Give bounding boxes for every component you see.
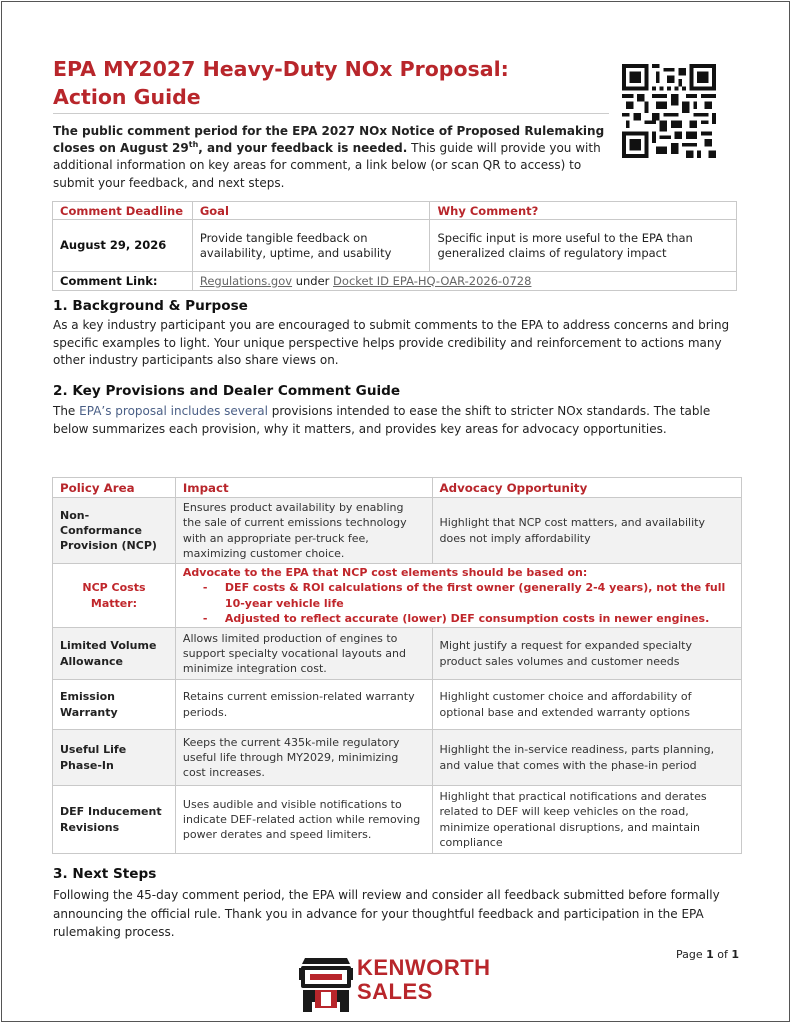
docket-id-link[interactable]: Docket ID EPA-HQ-OAR-2026-0728: [333, 273, 532, 288]
section-3-heading: 3. Next Steps: [53, 866, 157, 882]
table-row: [53, 498, 742, 564]
qr-code-icon[interactable]: [622, 64, 716, 158]
title-line-2: Action Guide: [53, 85, 201, 109]
section-2-body-highlight: EPA’s proposal includes several: [79, 404, 268, 418]
advocacy-cell: Highlight that NCP cost matters, and availability does not imply affordability: [432, 498, 742, 564]
title-divider: [53, 113, 609, 114]
policy-area-cell: Non-Conformance Provision (NCP): [53, 498, 176, 564]
policy-area-cell: Limited Volume Allowance: [53, 628, 176, 680]
impact-cell: Uses audible and visible notifications to indicate DEF-related action while removing power derates and speed limiters.: [175, 786, 432, 854]
comment-link-cell: [192, 272, 736, 291]
header-policy-area: Policy Area: [53, 478, 176, 498]
page-title: [53, 55, 533, 111]
advocacy-cell: Highlight customer choice and affordability of optional base and extended warranty options: [432, 680, 742, 730]
ncp-costs-bullet-1: - DEF costs & ROI calculations of the first owner (generally 2-4 years), not the full 10-year vehicle life: [202, 581, 726, 610]
impact-cell: Ensures product availability by enabling the sale of current emissions technology with an appropriate per-truck fee, maximizing customer choice.: [175, 498, 432, 564]
intro-bold-2: , and your feedback is needed.: [198, 141, 408, 156]
policy-area-cell: Emission Warranty: [53, 680, 176, 730]
page-number: Page 1 of 1: [676, 948, 740, 961]
title-line-1: EPA MY2027 Heavy-Duty NOx Proposal:: [53, 57, 509, 81]
goal-value: Provide tangible feedback on availability, uptime, and usability: [192, 220, 430, 272]
kenworth-truck-icon: [297, 948, 355, 1014]
section-1-body: As a key industry participant you are encouraged to submit comments to the EPA to address concerns and bring specific examples to light. Your unique perspective helps provide credibility and reinforcement to actions many other industry participants also share views on.: [53, 318, 730, 367]
impact-cell: Retains current emission-related warranty periods.: [175, 680, 432, 730]
intro-bold-sup: th: [188, 140, 199, 150]
section-1-heading: 1. Background & Purpose: [53, 298, 248, 314]
section-2-heading: 2. Key Provisions and Dealer Comment Guide: [53, 383, 401, 399]
impact-cell: Allows limited production of engines to support specialty vocational layouts and minimize integration cost.: [175, 628, 432, 680]
policy-area-cell: Useful Life Phase-In: [53, 730, 176, 786]
impact-cell: Keeps the current 435k-mile regulatory useful life through MY2029, minimizing cost increases.: [175, 730, 432, 786]
provisions-table: [52, 477, 742, 854]
header-comment-deadline: Comment Deadline: [53, 202, 193, 220]
logo-line-2: SALES: [357, 979, 433, 1004]
logo-line-1: KENWORTH: [357, 955, 491, 980]
intro-paragraph: [53, 123, 608, 192]
comment-deadline-value: August 29, 2026: [53, 220, 193, 272]
comment-link-label: Comment Link:: [53, 272, 193, 291]
ncp-costs-label: NCP Costs Matter:: [53, 564, 176, 628]
table-row: [53, 680, 742, 730]
section-3-body: Following the 45-day comment period, the EPA will review and consider all feedback submitted before formally announcing the official rule. Thank you in advance for your thoughtful feedback and participation in the EPA rulemaking process.: [53, 888, 720, 939]
intro-rest: This guide will provide you with additional information on key areas for comment, a link below (or scan QR to access) to submit your feedback, and next steps.: [53, 141, 601, 190]
summary-table: [52, 201, 737, 291]
header-why-comment: Why Comment?: [430, 202, 737, 220]
ncp-costs-row: [53, 564, 742, 628]
advocacy-cell: Highlight that practical notifications and derates related to DEF will keep vehicles on the road, minimize operational disruptions, and maintain compliance: [432, 786, 742, 854]
advocacy-cell: Might justify a request for expanded specialty product sales volumes and customer needs: [432, 628, 742, 680]
section-2-body: [53, 403, 743, 438]
why-comment-value: Specific input is more useful to the EPA than generalized claims of regulatory impact: [430, 220, 737, 272]
ncp-costs-bullet-2: - Adjusted to reflect accurate (lower) DEF consumption costs in newer engines.: [202, 611, 710, 625]
ncp-costs-heading: Advocate to the EPA that NCP cost elements should be based on:: [182, 566, 588, 580]
header-goal: Goal: [192, 202, 430, 220]
intro-bold-1: The public comment period for the EPA 2027 NOx Notice of Proposed Rulemaking closes on August 29: [53, 124, 605, 156]
kenworth-sales-logo: [297, 948, 497, 1016]
section-2-body-pre: The: [53, 404, 80, 418]
policy-area-cell: DEF Inducement Revisions: [53, 786, 176, 854]
header-advocacy-opportunity: Advocacy Opportunity: [432, 478, 742, 498]
logo-text: [357, 956, 491, 1004]
header-impact: Impact: [175, 478, 432, 498]
section-2-body-post: provisions intended to ease the shift to stricter NOx standards. The table below summarizes each provision, why it matters, and provides key areas for advocacy opportunities.: [53, 404, 711, 436]
link-under-text: under: [292, 273, 334, 288]
ncp-costs-detail: [175, 564, 741, 628]
table-row: [53, 730, 742, 786]
table-row: [53, 628, 742, 680]
regulations-gov-link[interactable]: Regulations.gov: [199, 273, 293, 288]
advocacy-cell: Highlight the in-service readiness, parts planning, and value that comes with the phase-in period: [432, 730, 742, 786]
table-row: [53, 786, 742, 854]
